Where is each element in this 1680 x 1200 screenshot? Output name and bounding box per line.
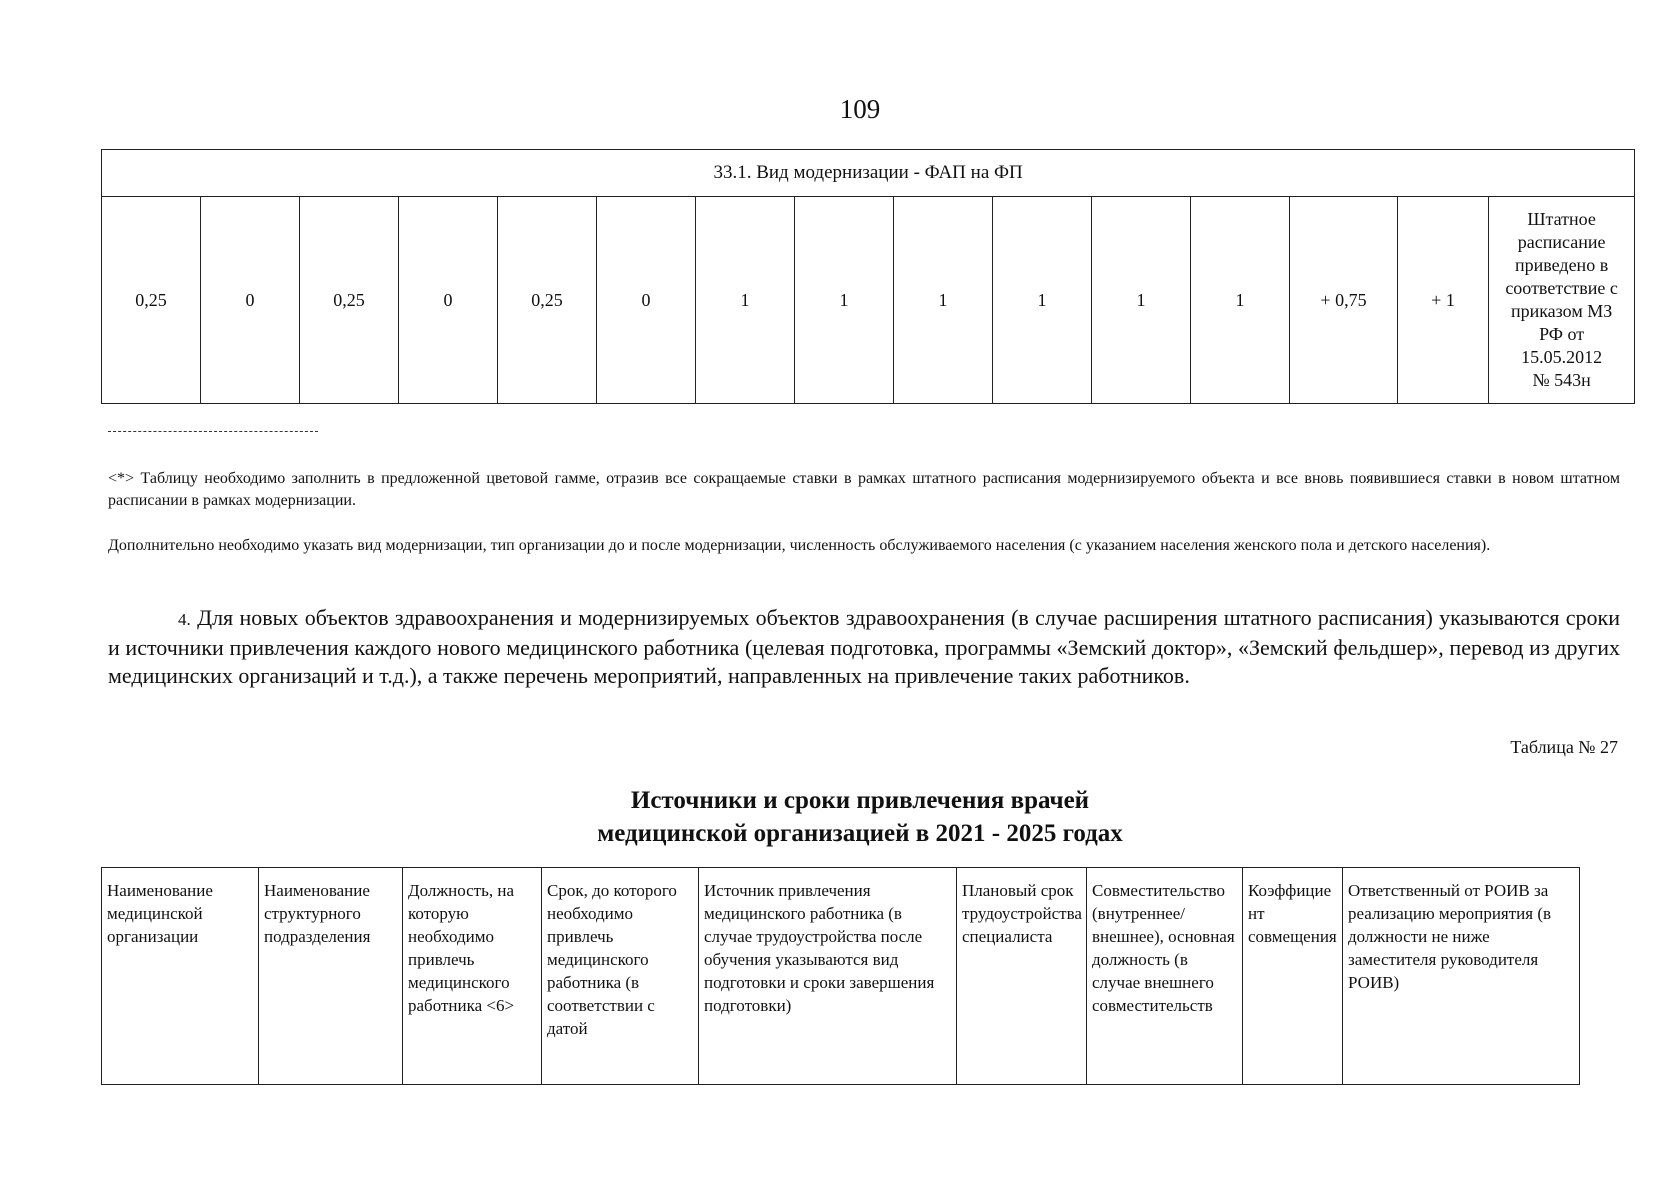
paragraph-4 xyxy=(108,604,1620,690)
table-title-line: медицинской организацией в 2021 - 2025 годах xyxy=(597,820,1123,847)
column-header: Ответственный от РОИВ за реализацию мероприятия (в должности не ниже заместителя руководителя РОИВ) xyxy=(1343,868,1580,1085)
column-header: Наименование медицинской организации xyxy=(102,868,259,1085)
column-header: Плановый срок трудоустройства специалиста xyxy=(957,868,1087,1085)
footnote-1: <*> Таблицу необходимо заполнить в предложенной цветовой гамме, отразив все сокращаемые ставки в рамках штатного расписания модернизируемого объекта и все вновь появившиеся ставки в новом штатном расписании в рамках модернизации. xyxy=(108,470,1620,509)
note-line: приказом МЗ xyxy=(1510,301,1613,321)
table-header-row xyxy=(102,868,1580,1085)
footnote-2: Дополнительно необходимо указать вид модернизации, тип организации до и после модернизации, численность обслуживаемого населения (с указанием населения женского пола и детского населения). xyxy=(108,537,1491,554)
note-line: соответствие с xyxy=(1505,278,1618,298)
table-cell: 1 xyxy=(894,197,993,404)
column-header: Должность, на которую необходимо привлечь медицинского работника <6> xyxy=(403,868,542,1085)
table-row xyxy=(102,197,1635,404)
table-cell: 0 xyxy=(597,197,696,404)
note-cell xyxy=(1489,197,1635,404)
page-number: 109 xyxy=(839,94,881,124)
table-cell: 0,25 xyxy=(498,197,597,404)
note-line: Штатное xyxy=(1527,209,1596,229)
table-caption: 33.1. Вид модернизации - ФАП на ФП xyxy=(102,150,1635,197)
recruitment-table xyxy=(101,867,1580,1085)
table-cell: 1 xyxy=(1191,197,1290,404)
column-header: Срок, до которого необходимо привлечь медицинского работника (в соответствии с датой xyxy=(542,868,699,1085)
staffing-change-table xyxy=(101,149,1635,404)
table-cell: 1 xyxy=(993,197,1092,404)
column-header: Источник привлечения медицинского работника (в случае трудоустройства после обучения указываются вид подготовки и сроки завершения подготовки) xyxy=(699,868,957,1085)
table-cell: 1 xyxy=(1092,197,1191,404)
note-line: 15.05.2012 xyxy=(1521,347,1603,367)
column-header: Коэффициент совмещения xyxy=(1243,868,1343,1085)
note-line: РФ от xyxy=(1539,324,1585,344)
footnote-separator xyxy=(108,431,318,432)
table-cell: 0,25 xyxy=(300,197,399,404)
column-header: Совместительство (внутреннее/внешнее), основная должность (в случае внешнего совместительств xyxy=(1087,868,1243,1085)
column-header: Наименование структурного подразделения xyxy=(259,868,403,1085)
note-line: расписание xyxy=(1517,232,1606,252)
table-cell: + 0,75 xyxy=(1290,197,1398,404)
table-cell: 1 xyxy=(795,197,894,404)
table-cell: + 1 xyxy=(1398,197,1489,404)
note-line: № 543н xyxy=(1532,370,1591,390)
table-number-label: Таблица № 27 xyxy=(1510,737,1618,757)
table-cell: 0,25 xyxy=(102,197,201,404)
note-line: приведено в xyxy=(1515,255,1609,275)
table-cell: 0 xyxy=(399,197,498,404)
table-cell: 0 xyxy=(201,197,300,404)
paragraph-number: 4. xyxy=(178,610,191,629)
table-title-line: Источники и сроки привлечения врачей xyxy=(630,787,1090,814)
table-title xyxy=(0,784,1680,850)
paragraph-text: Для новых объектов здравоохранения и модернизируемых объектов здравоохранения (в случае расширения штатного расписания) указываются сроки и источники привлечения каждого нового медицинского работника (целевая подготовка, программы «Земский доктор», «Земский фельдшер», перевод из других медицинских организаций и т.д.), а также перечень мероприятий, направленных на привлечение таких работников. xyxy=(108,605,1620,688)
table-cell: 1 xyxy=(696,197,795,404)
